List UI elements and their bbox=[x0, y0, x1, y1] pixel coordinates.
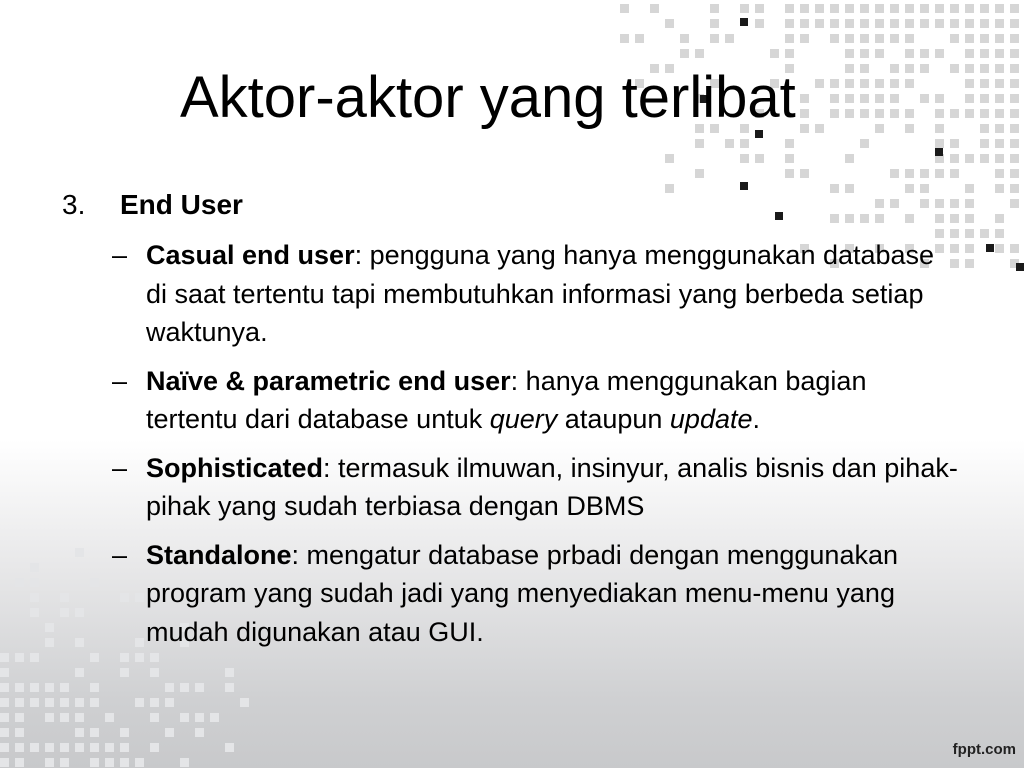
pattern-square bbox=[905, 79, 914, 88]
pattern-square bbox=[150, 698, 159, 707]
pattern-square bbox=[815, 19, 824, 28]
pattern-square bbox=[845, 34, 854, 43]
pattern-square bbox=[920, 169, 929, 178]
pattern-square bbox=[650, 4, 659, 13]
pattern-square bbox=[920, 199, 929, 208]
pattern-square bbox=[950, 214, 959, 223]
pattern-square bbox=[740, 18, 748, 26]
pattern-square bbox=[0, 713, 9, 722]
pattern-square bbox=[965, 154, 974, 163]
pattern-square bbox=[980, 139, 989, 148]
pattern-square bbox=[800, 4, 809, 13]
pattern-square bbox=[965, 109, 974, 118]
pattern-square bbox=[965, 49, 974, 58]
pattern-square bbox=[740, 139, 749, 148]
pattern-square bbox=[890, 19, 899, 28]
pattern-square bbox=[995, 214, 1004, 223]
pattern-square bbox=[875, 124, 884, 133]
pattern-square bbox=[920, 19, 929, 28]
pattern-square bbox=[995, 49, 1004, 58]
pattern-square bbox=[75, 638, 84, 647]
pattern-square bbox=[240, 698, 249, 707]
pattern-square bbox=[980, 49, 989, 58]
pattern-square bbox=[920, 64, 929, 73]
pattern-square bbox=[830, 109, 839, 118]
pattern-square bbox=[860, 139, 869, 148]
pattern-square bbox=[710, 19, 719, 28]
pattern-square bbox=[785, 139, 794, 148]
footer-brand: fppt.com bbox=[952, 741, 1016, 758]
pattern-square bbox=[785, 34, 794, 43]
pattern-square bbox=[0, 668, 9, 677]
pattern-square bbox=[0, 653, 9, 662]
pattern-square bbox=[1010, 124, 1019, 133]
pattern-square bbox=[15, 713, 24, 722]
pattern-square bbox=[890, 169, 899, 178]
pattern-square bbox=[665, 184, 674, 193]
pattern-square bbox=[75, 713, 84, 722]
pattern-square bbox=[935, 148, 943, 156]
pattern-square bbox=[0, 698, 9, 707]
section-heading bbox=[62, 186, 243, 224]
pattern-square bbox=[965, 184, 974, 193]
pattern-square bbox=[980, 154, 989, 163]
pattern-square bbox=[105, 743, 114, 752]
pattern-square bbox=[965, 94, 974, 103]
pattern-square bbox=[1010, 184, 1019, 193]
pattern-square bbox=[60, 683, 69, 692]
pattern-square bbox=[920, 184, 929, 193]
pattern-square bbox=[665, 19, 674, 28]
pattern-square bbox=[875, 4, 884, 13]
pattern-square bbox=[620, 34, 629, 43]
pattern-square bbox=[800, 94, 809, 103]
pattern-square bbox=[980, 124, 989, 133]
pattern-square bbox=[785, 49, 794, 58]
pattern-square bbox=[45, 638, 54, 647]
term-standalone: Standalone bbox=[146, 539, 292, 570]
pattern-square bbox=[875, 214, 884, 223]
pattern-square bbox=[905, 109, 914, 118]
pattern-square bbox=[980, 64, 989, 73]
pattern-square bbox=[45, 683, 54, 692]
pattern-square bbox=[785, 154, 794, 163]
pattern-square bbox=[225, 743, 234, 752]
pattern-square bbox=[935, 4, 944, 13]
pattern-square bbox=[995, 94, 1004, 103]
pattern-square bbox=[800, 109, 809, 118]
pattern-square bbox=[1016, 263, 1024, 271]
pattern-square bbox=[620, 4, 629, 13]
pattern-square bbox=[890, 94, 899, 103]
pattern-square bbox=[1010, 109, 1019, 118]
pattern-square bbox=[935, 19, 944, 28]
pattern-square bbox=[1010, 79, 1019, 88]
pattern-square bbox=[815, 79, 824, 88]
pattern-square bbox=[785, 169, 794, 178]
pattern-square bbox=[0, 758, 9, 767]
pattern-square bbox=[15, 743, 24, 752]
pattern-square bbox=[845, 79, 854, 88]
term-naive: Naïve & parametric end user bbox=[146, 365, 511, 396]
pattern-square bbox=[90, 653, 99, 662]
pattern-square bbox=[0, 728, 9, 737]
pattern-square bbox=[905, 169, 914, 178]
pattern-square bbox=[0, 683, 9, 692]
pattern-square bbox=[30, 653, 39, 662]
dash-bullet: – bbox=[112, 365, 128, 396]
pattern-square bbox=[845, 19, 854, 28]
pattern-square bbox=[935, 214, 944, 223]
pattern-square bbox=[860, 4, 869, 13]
pattern-square bbox=[90, 758, 99, 767]
pattern-square bbox=[950, 109, 959, 118]
pattern-square bbox=[165, 683, 174, 692]
pattern-square bbox=[920, 4, 929, 13]
pattern-square bbox=[995, 244, 1004, 253]
pattern-square bbox=[1010, 49, 1019, 58]
pattern-square bbox=[965, 229, 974, 238]
pattern-square bbox=[90, 578, 99, 587]
pattern-square bbox=[800, 169, 809, 178]
pattern-square bbox=[950, 34, 959, 43]
pattern-square bbox=[135, 698, 144, 707]
pattern-square bbox=[965, 244, 974, 253]
pattern-square bbox=[30, 608, 39, 617]
pattern-square bbox=[890, 34, 899, 43]
term-casual: Casual end user bbox=[146, 240, 355, 270]
pattern-square bbox=[965, 64, 974, 73]
pattern-square bbox=[75, 608, 84, 617]
pattern-square bbox=[30, 683, 39, 692]
pattern-square bbox=[75, 743, 84, 752]
pattern-square bbox=[830, 79, 839, 88]
dash-bullet: – bbox=[112, 452, 128, 483]
pattern-square bbox=[950, 169, 959, 178]
pattern-square bbox=[935, 49, 944, 58]
pattern-square bbox=[225, 668, 234, 677]
pattern-square bbox=[75, 668, 84, 677]
pattern-square bbox=[845, 109, 854, 118]
pattern-square bbox=[905, 64, 914, 73]
pattern-square bbox=[135, 758, 144, 767]
pattern-square bbox=[890, 109, 899, 118]
pattern-square bbox=[120, 758, 129, 767]
pattern-square bbox=[0, 743, 9, 752]
pattern-square bbox=[986, 244, 994, 252]
pattern-square bbox=[965, 214, 974, 223]
pattern-square bbox=[60, 593, 69, 602]
pattern-square bbox=[905, 49, 914, 58]
pattern-square bbox=[980, 94, 989, 103]
pattern-square bbox=[75, 698, 84, 707]
pattern-square bbox=[860, 94, 869, 103]
pattern-square bbox=[90, 698, 99, 707]
pattern-square bbox=[890, 199, 899, 208]
pattern-square bbox=[1010, 199, 1019, 208]
pattern-square bbox=[785, 19, 794, 28]
pattern-square bbox=[90, 728, 99, 737]
pattern-square bbox=[755, 19, 764, 28]
pattern-square bbox=[15, 653, 24, 662]
pattern-square bbox=[680, 34, 689, 43]
pattern-square bbox=[120, 668, 129, 677]
pattern-square bbox=[845, 154, 854, 163]
pattern-square bbox=[905, 4, 914, 13]
pattern-square bbox=[1010, 244, 1019, 253]
pattern-square bbox=[995, 19, 1004, 28]
pattern-square bbox=[30, 593, 39, 602]
pattern-square bbox=[60, 698, 69, 707]
pattern-square bbox=[860, 49, 869, 58]
pattern-square bbox=[90, 683, 99, 692]
pattern-square bbox=[30, 743, 39, 752]
pattern-square bbox=[30, 698, 39, 707]
pattern-square bbox=[635, 34, 644, 43]
pattern-square bbox=[950, 19, 959, 28]
pattern-square bbox=[195, 713, 204, 722]
list-item-standalone: – Standalone: mengatur database prbadi dengan menggunakan program yang sudah jadi yang menyediakan menu-menu yang mudah digunakan atau GUI. bbox=[112, 536, 962, 652]
pattern-square bbox=[755, 154, 764, 163]
pattern-square bbox=[845, 4, 854, 13]
pattern-square bbox=[710, 34, 719, 43]
pattern-square bbox=[75, 548, 84, 557]
pattern-square bbox=[935, 109, 944, 118]
pattern-square bbox=[1010, 154, 1019, 163]
term-sophisticated: Sophisticated bbox=[146, 452, 324, 483]
pattern-square bbox=[195, 683, 204, 692]
dash-bullet: – bbox=[112, 240, 128, 270]
pattern-square bbox=[695, 169, 704, 178]
pattern-square bbox=[15, 578, 24, 587]
query-emphasis: query bbox=[489, 404, 558, 434]
pattern-square bbox=[965, 199, 974, 208]
pattern-square bbox=[965, 79, 974, 88]
pattern-square bbox=[860, 79, 869, 88]
pattern-square bbox=[950, 4, 959, 13]
pattern-square bbox=[725, 34, 734, 43]
pattern-square bbox=[1010, 34, 1019, 43]
pattern-square bbox=[755, 4, 764, 13]
pattern-square bbox=[950, 199, 959, 208]
pattern-square bbox=[1010, 169, 1019, 178]
pattern-square bbox=[830, 214, 839, 223]
pattern-square bbox=[905, 34, 914, 43]
pattern-square bbox=[995, 4, 1004, 13]
pattern-square bbox=[60, 743, 69, 752]
pattern-square bbox=[830, 184, 839, 193]
pattern-square bbox=[90, 743, 99, 752]
pattern-square bbox=[150, 713, 159, 722]
pattern-square bbox=[965, 34, 974, 43]
section-label: End User bbox=[120, 189, 243, 220]
pattern-square bbox=[225, 683, 234, 692]
pattern-square bbox=[1010, 4, 1019, 13]
pattern-square bbox=[935, 124, 944, 133]
pattern-square bbox=[30, 578, 39, 587]
pattern-square bbox=[950, 64, 959, 73]
pattern-square bbox=[935, 94, 944, 103]
pattern-square bbox=[800, 34, 809, 43]
pattern-square bbox=[995, 34, 1004, 43]
pattern-square bbox=[845, 94, 854, 103]
pattern-square bbox=[875, 199, 884, 208]
pattern-square bbox=[995, 64, 1004, 73]
pattern-square bbox=[950, 154, 959, 163]
pattern-square bbox=[995, 79, 1004, 88]
pattern-square bbox=[860, 34, 869, 43]
pattern-square bbox=[890, 4, 899, 13]
pattern-square bbox=[180, 713, 189, 722]
pattern-square bbox=[210, 713, 219, 722]
pattern-square bbox=[995, 184, 1004, 193]
pattern-square bbox=[935, 199, 944, 208]
pattern-square bbox=[800, 19, 809, 28]
pattern-square bbox=[165, 728, 174, 737]
pattern-square bbox=[680, 49, 689, 58]
pattern-square bbox=[860, 19, 869, 28]
pattern-square bbox=[695, 139, 704, 148]
pattern-square bbox=[845, 49, 854, 58]
pattern-square bbox=[860, 64, 869, 73]
pattern-square bbox=[800, 124, 809, 133]
pattern-square bbox=[665, 154, 674, 163]
pattern-square bbox=[920, 49, 929, 58]
pattern-square bbox=[740, 182, 748, 190]
pattern-square bbox=[995, 124, 1004, 133]
slide-title: Aktor-aktor yang terlibat bbox=[180, 65, 796, 130]
pattern-square bbox=[150, 743, 159, 752]
pattern-square bbox=[15, 698, 24, 707]
pattern-square bbox=[980, 79, 989, 88]
pattern-square bbox=[980, 109, 989, 118]
end-user-list bbox=[112, 236, 962, 661]
pattern-square bbox=[995, 169, 1004, 178]
pattern-square bbox=[30, 563, 39, 572]
pattern-square bbox=[1010, 64, 1019, 73]
list-item-sophisticated: – Sophisticated: termasuk ilmuwan, insinyur, analis bisnis dan pihak-pihak yang sudah terbiasa dengan DBMS bbox=[112, 449, 962, 526]
pattern-square bbox=[980, 229, 989, 238]
pattern-square bbox=[905, 184, 914, 193]
pattern-square bbox=[45, 743, 54, 752]
pattern-square bbox=[710, 4, 719, 13]
pattern-square bbox=[875, 19, 884, 28]
pattern-square bbox=[965, 259, 974, 268]
pattern-square bbox=[845, 184, 854, 193]
pattern-square bbox=[180, 683, 189, 692]
pattern-square bbox=[965, 19, 974, 28]
pattern-square bbox=[180, 758, 189, 767]
pattern-square bbox=[980, 34, 989, 43]
pattern-square bbox=[830, 34, 839, 43]
pattern-square bbox=[15, 683, 24, 692]
pattern-square bbox=[725, 139, 734, 148]
pattern-square bbox=[60, 608, 69, 617]
pattern-square bbox=[980, 4, 989, 13]
pattern-square bbox=[740, 4, 749, 13]
update-emphasis: update bbox=[669, 404, 753, 434]
pattern-square bbox=[120, 743, 129, 752]
pattern-square bbox=[905, 124, 914, 133]
pattern-square bbox=[860, 109, 869, 118]
pattern-square bbox=[815, 124, 824, 133]
pattern-square bbox=[905, 19, 914, 28]
pattern-square bbox=[45, 758, 54, 767]
list-item-naive: – Naïve & parametric end user: hanya menggunakan bagian tertentu dari database untuk query ataupun update. bbox=[112, 362, 962, 439]
section-number: 3. bbox=[62, 189, 86, 220]
pattern-square bbox=[995, 154, 1004, 163]
pattern-square bbox=[105, 758, 114, 767]
pattern-square bbox=[60, 758, 69, 767]
pattern-square bbox=[920, 94, 929, 103]
pattern-square bbox=[875, 34, 884, 43]
pattern-square bbox=[15, 758, 24, 767]
pattern-square bbox=[995, 109, 1004, 118]
pattern-square bbox=[740, 154, 749, 163]
dash-bullet: – bbox=[112, 539, 128, 570]
pattern-square bbox=[845, 64, 854, 73]
pattern-square bbox=[45, 698, 54, 707]
pattern-square bbox=[770, 49, 779, 58]
pattern-square bbox=[785, 4, 794, 13]
pattern-square bbox=[875, 49, 884, 58]
pattern-square bbox=[695, 49, 704, 58]
pattern-square bbox=[845, 214, 854, 223]
pattern-square bbox=[905, 214, 914, 223]
pattern-square bbox=[875, 94, 884, 103]
list-item-casual: – Casual end user: pengguna yang hanya menggunakan database di saat tertentu tapi membutuhkan informasi yang berbeda setiap waktunya. bbox=[112, 236, 962, 352]
pattern-square bbox=[75, 728, 84, 737]
pattern-square bbox=[890, 79, 899, 88]
pattern-square bbox=[60, 713, 69, 722]
pattern-square bbox=[45, 713, 54, 722]
pattern-square bbox=[875, 109, 884, 118]
pattern-square bbox=[830, 94, 839, 103]
pattern-square bbox=[995, 139, 1004, 148]
pattern-square bbox=[120, 728, 129, 737]
pattern-square bbox=[1010, 139, 1019, 148]
pattern-square bbox=[860, 214, 869, 223]
pattern-square bbox=[980, 19, 989, 28]
pattern-square bbox=[890, 64, 899, 73]
pattern-square bbox=[965, 4, 974, 13]
pattern-square bbox=[1010, 19, 1019, 28]
pattern-square bbox=[45, 623, 54, 632]
pattern-square bbox=[195, 728, 204, 737]
pattern-square bbox=[1010, 94, 1019, 103]
pattern-square bbox=[815, 4, 824, 13]
pattern-square bbox=[150, 668, 159, 677]
pattern-square bbox=[830, 19, 839, 28]
pattern-square bbox=[15, 728, 24, 737]
pattern-square bbox=[105, 713, 114, 722]
pattern-square bbox=[935, 139, 944, 148]
pattern-square bbox=[995, 229, 1004, 238]
pattern-square bbox=[830, 4, 839, 13]
pattern-square bbox=[165, 698, 174, 707]
pattern-square bbox=[875, 79, 884, 88]
pattern-square bbox=[775, 212, 783, 220]
pattern-square bbox=[950, 139, 959, 148]
pattern-square bbox=[935, 169, 944, 178]
